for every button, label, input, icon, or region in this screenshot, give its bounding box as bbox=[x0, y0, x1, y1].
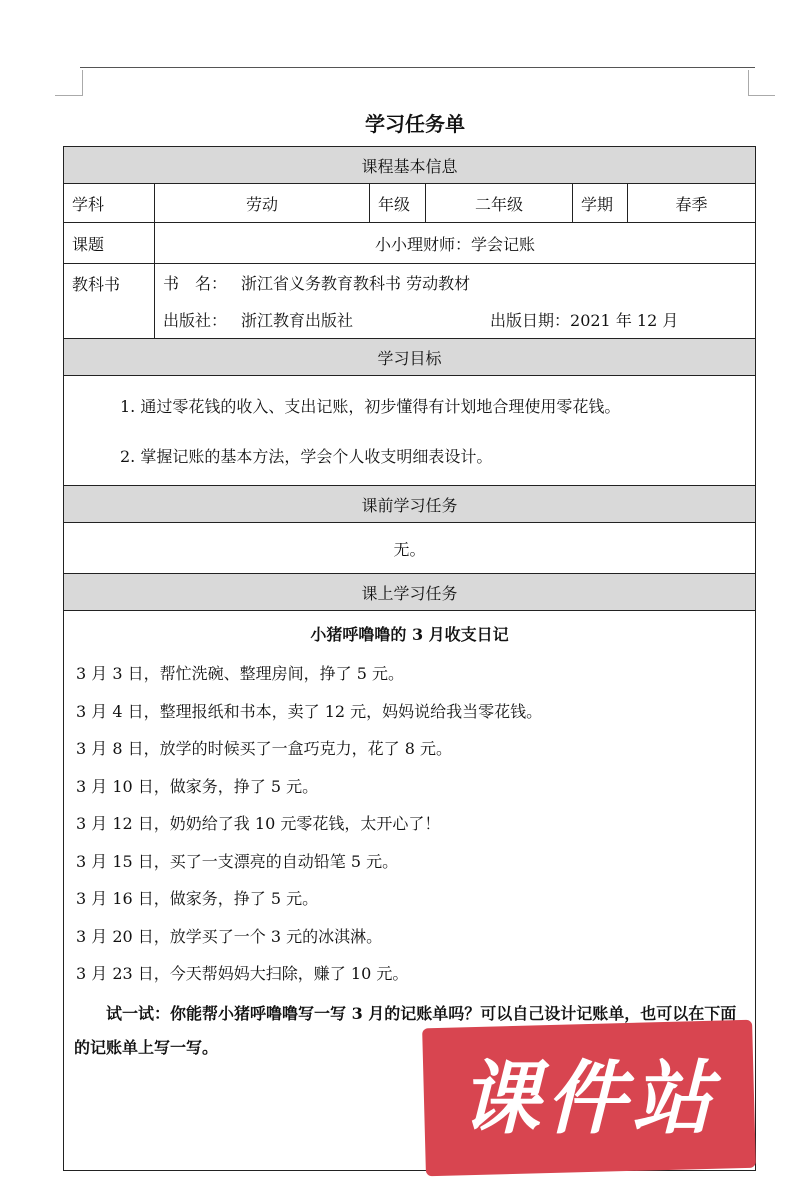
book-name-label: 书 名： bbox=[163, 274, 228, 293]
watermark-stamp bbox=[414, 1012, 766, 1182]
try-it-prompt: 试一试：你能帮小猪呼噜噜写一写 3 月的记账单吗？可以自己设计记账单，也可以在下面的记账单上写一写。 bbox=[74, 1003, 737, 1057]
term-value: 春季 bbox=[628, 184, 756, 223]
pre-task-content: 无。 bbox=[64, 523, 756, 574]
diary-entry: 3 月 8 日，放学的时候买了一盒巧克力，花了 8 元。 bbox=[76, 739, 452, 758]
watermark-text: 课件站 bbox=[460, 1052, 718, 1145]
pub-date-label: 出版日期： bbox=[490, 311, 571, 330]
publisher-value: 浙江教育出版社 bbox=[241, 311, 354, 330]
goal-item: 1. 通过零花钱的收入、支出记账，初步懂得有计划地合理使用零花钱。 bbox=[120, 397, 621, 416]
diary-entry: 3 月 10 日，做家务，挣了 5 元。 bbox=[76, 776, 319, 796]
book-name-value: 浙江省义务教育教科书 劳动教材 bbox=[241, 274, 471, 293]
term-label: 学期 bbox=[573, 184, 628, 223]
crop-mark-top-left-vertical bbox=[82, 70, 83, 96]
grade-label: 年级 bbox=[370, 184, 426, 223]
section-basic-info: 课程基本信息 bbox=[64, 147, 756, 184]
publisher-line bbox=[163, 301, 747, 338]
textbook-info bbox=[155, 264, 756, 339]
section-pre-task: 课前学习任务 bbox=[64, 486, 756, 523]
grade-value: 二年级 bbox=[426, 184, 573, 223]
header-rule bbox=[80, 67, 755, 68]
section-in-class-task: 课上学习任务 bbox=[64, 574, 756, 611]
topic-label: 课题 bbox=[64, 223, 155, 264]
subject-value: 劳动 bbox=[155, 184, 370, 223]
diary-entry: 3 月 4 日，整理报纸和书本，卖了 12 元，妈妈说给我当零花钱。 bbox=[76, 701, 543, 721]
diary-entry: 3 月 15 日，买了一支漂亮的自动铅笔 5 元。 bbox=[76, 851, 399, 871]
crop-mark-top-right bbox=[748, 95, 775, 96]
book-name-line bbox=[163, 264, 747, 301]
diary-entry: 3 月 16 日，做家务，挣了 5 元。 bbox=[76, 889, 319, 908]
diary-title: 小猪呼噜噜的 3 月收支日记 bbox=[310, 625, 509, 644]
goals-cell bbox=[64, 376, 756, 486]
diary-entry: 3 月 3 日，帮忙洗碗、整理房间，挣了 5 元。 bbox=[76, 664, 404, 683]
diary-entry: 3 月 20 日，放学买了一个 3 元的冰淇淋。 bbox=[76, 926, 383, 946]
diary-entry: 3 月 12 日，奶奶给了我 10 元零花钱，太开心了！ bbox=[76, 814, 441, 833]
goal-item: 2. 掌握记账的基本方法，学会个人收支明细表设计。 bbox=[120, 447, 493, 466]
subject-label: 学科 bbox=[64, 184, 155, 223]
topic-value: 小小理财师：学会记账 bbox=[155, 223, 756, 264]
document-title: 学习任务单 bbox=[365, 112, 465, 136]
publisher-label: 出版社： bbox=[163, 311, 228, 330]
textbook-label: 教科书 bbox=[64, 264, 155, 339]
section-goals: 学习目标 bbox=[64, 339, 756, 376]
diary-entry: 3 月 23 日，今天帮妈妈大扫除，赚了 10 元。 bbox=[76, 964, 409, 983]
pub-date-value: 2021 年 12 月 bbox=[570, 311, 679, 330]
crop-mark-top-left bbox=[55, 95, 82, 96]
crop-mark-top-right-vertical bbox=[748, 70, 749, 96]
